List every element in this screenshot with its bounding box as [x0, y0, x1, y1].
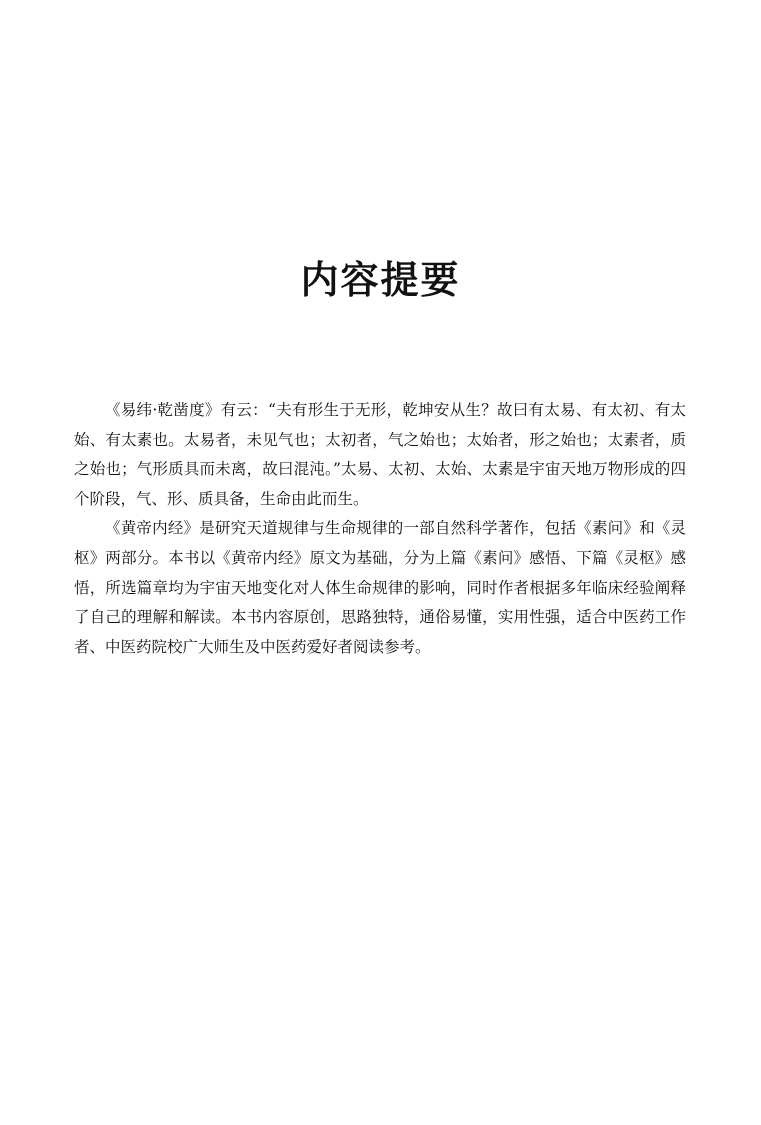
summary-body — [74, 396, 686, 662]
page-title: 内容提要 — [300, 257, 461, 302]
paragraph-2: 《黄帝内经》是研究天道规律与生命规律的一部自然科学著作，包括《素问》和《灵枢》两部分。本书以《黄帝内经》原文为基础，分为上篇《素问》感悟、下篇《灵枢》感悟，所选篇章均为宇宙天地变化对人体生命规律的影响，同时作者根据多年临床经验阐释了自己的理解和解读。本书内容原创，思路独特，通俗易懂，实用性强，适合中医药工作者、中医药院校广大师生及中医药爱好者阅读参考。 — [74, 519, 686, 656]
paragraph-1: 《易纬·乾凿度》有云：“夫有形生于无形，乾坤安从生？故曰有太易、有太初、有太始、有太素也。太易者，未见气也；太初者，气之始也；太始者，形之始也；太素者，质之始也；气形质具而未离，故曰混沌。”太易、太初、太始、太素是宇宙天地万物形成的四个阶段，气、形、质具备，生命由此而生。 — [74, 401, 686, 508]
